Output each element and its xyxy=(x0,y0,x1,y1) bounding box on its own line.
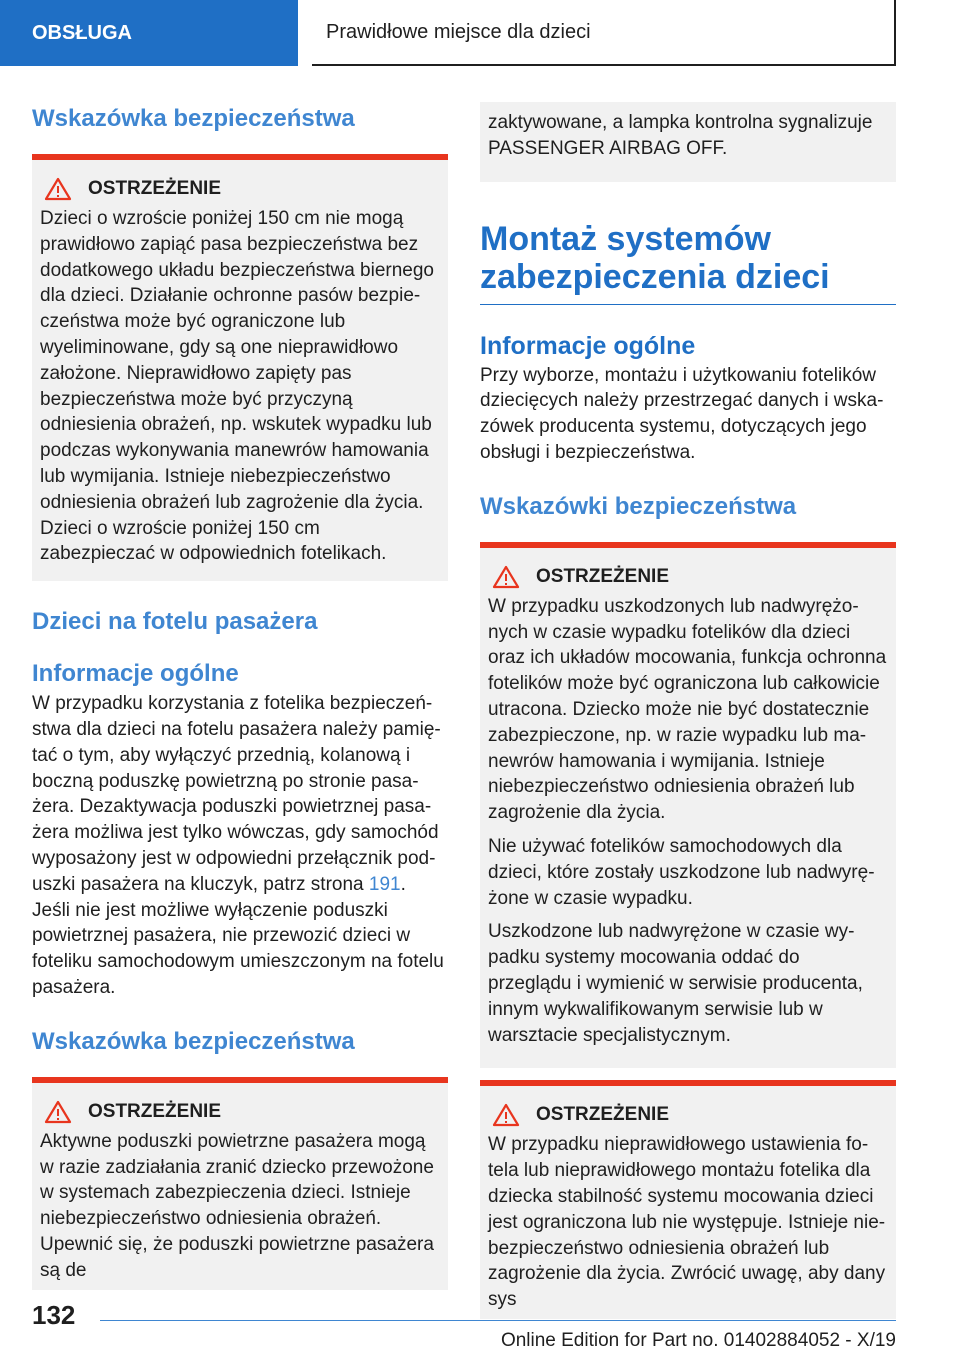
paragraph-text: . Jeśli nie jest możliwe wyłączenie poduszki powietrznej pasażera, nie przewozić dzieci w foteliku samochodowym umieszczonym na fotelu pasażera. xyxy=(32,873,444,998)
footer-edition: Online Edition for Part no. 01402884052 - X/19 xyxy=(500,1330,896,1351)
right-column xyxy=(480,102,896,1319)
warning-text: W przypadku uszkodzonych lub nadwyrężonych w czasie wypadku fotelików dla dzieci oraz ich układów mocowania, funkcja ochronna fotelików może być ograniczona lub całkowicie utracona. Dziecko może nie być dostatecznie zabezpieczone, np. w razie wypadku lub manewrów hamowania i wymijania. Istnieje niebezpieczeństwo odniesienia obrażeń lub zagrożenie dla życia. xyxy=(488,595,887,824)
warning-box xyxy=(32,1077,448,1290)
warning-title: OSTRZEŻENIE xyxy=(536,565,670,587)
warning-triangle-icon xyxy=(44,177,80,201)
warning-text: Aktywne poduszki powietrzne pasażera mogą w razie zadziałania zranić dziecko przewożone w systemach zabezpieczenia dzieci. Istnieje niebezpieczeństwo odniesienia obrażeń. Upewnić się, że poduszki powietrzne pasażera są de xyxy=(40,1130,434,1281)
chapter-heading-block xyxy=(480,220,896,305)
paragraph-airbag-deactivation xyxy=(32,691,448,1001)
footer-divider xyxy=(100,1320,896,1321)
warning-text: Dzieci o wzroście poniżej 150 cm nie mogą prawidłowo zapiąć pasa bezpieczeństwa bez dodatkowego układu bezpieczeństwa biernego dla dzieci. Działanie ochronne pasów bezpieczeństwa może być ograniczone lub wyeliminowane, gdy są one nieprawidłowo założone. Nieprawidłowo zapięty pas bezpieczeństwa może być przyczyną odniesienia obrażeń, np. wskutek wypadku lub podczas wykonywania manewrów hamowania lub wymijania. Istnieje niebezpieczeństwo odniesienia obrażeń lub zagrożenie dla życia. Dzieci o wzroście poniżej 150 cm zabezpieczać w odpowiednich fotelikach. xyxy=(40,208,434,565)
warning-text: Nie używać fotelików samochodowych dla dzieci, które zostały uszkodzone lub nadwyrężone w czasie wypadku. xyxy=(488,835,875,909)
chapter-label: OBSŁUGA xyxy=(32,21,132,44)
section-heading-passenger-seat: Dzieci na fotelu pasażera xyxy=(32,608,318,636)
warning-title: OSTRZEŻENIE xyxy=(536,1104,670,1126)
warning-box-continued xyxy=(480,102,896,182)
subsection-heading-general: Informacje ogólne xyxy=(32,660,239,688)
page-number: 132 xyxy=(32,1300,76,1330)
warning-box xyxy=(32,154,448,581)
left-column xyxy=(32,96,448,1290)
warning-title: OSTRZEŻENIE xyxy=(88,1100,222,1122)
paragraph-general-info: Przy wyborze, montażu i użytkowaniu fotelików dziecięcych należy przestrzegać danych i wskazówek producenta systemu, dotyczących jego obsługi i bezpieczeństwa. xyxy=(480,364,884,463)
warning-header xyxy=(40,176,440,202)
warning-text-continued: zaktywowane, a lampka kontrolna sygnalizuje PASSENGER AIRBAG OFF. xyxy=(488,112,873,159)
warning-text: Uszkodzone lub nadwyrężone w czasie wypadku systemy mocowania oddać do przeglądu i wymienić w serwisie producenta, innym wykwalifikowanym serwisie lub w warsztacie specjalistycznym. xyxy=(488,921,863,1046)
warning-triangle-icon xyxy=(492,565,528,589)
warning-header xyxy=(488,1102,888,1128)
section-heading-safety-tips: Wskazówki bezpieczeństwa xyxy=(480,492,797,520)
warning-text: W przypadku nieprawidłowego ustawienia fotela lub nieprawidłowego montażu fotelika dla dziecka stabilność systemu mocowania dzieci jest ograniczona lub nie występuje. Istnieje niebezpieczeństwo odniesienia obrażeń lub zagrożenie dla życia. Zwrócić uwagę, aby dany sys xyxy=(488,1134,886,1311)
chapter-heading: Montaż systemów zabezpieczenia dzieci xyxy=(480,219,830,296)
warning-box xyxy=(480,542,896,1069)
page-title: Prawidłowe miejsce dla dzieci xyxy=(326,20,591,43)
warning-box xyxy=(480,1080,896,1319)
page-title-bar xyxy=(312,0,896,66)
paragraph-text: W przypadku korzystania z fotelika bezpieczeństwa dla dzieci na fotelu pasażera należy pamiętać o tym, aby wyłączyć przednią, kolanową i boczną poduszkę powietrzną po stronie pasażera. Dezaktywacja poduszki powietrznej pasażera możliwa jest tylko wówczas, gdy samochód wyposażony jest w odpowiedni przełącznik poduszki pasażera na kluczyk, patrz strona xyxy=(32,693,441,895)
subsection-heading-general: Informacje ogólne xyxy=(480,331,696,360)
chapter-tab xyxy=(0,0,298,66)
warning-triangle-icon xyxy=(492,1103,528,1127)
warning-header xyxy=(488,564,888,590)
warning-title: OSTRZEŻENIE xyxy=(88,178,222,199)
section-heading-safety-tip-2: Wskazówka bezpieczeństwa xyxy=(32,1027,355,1055)
section-heading-safety-tip: Wskazówka bezpieczeństwa xyxy=(32,105,355,132)
warning-triangle-icon xyxy=(44,1100,80,1124)
page-reference-link[interactable]: 191 xyxy=(368,873,401,895)
warning-header xyxy=(40,1099,440,1125)
